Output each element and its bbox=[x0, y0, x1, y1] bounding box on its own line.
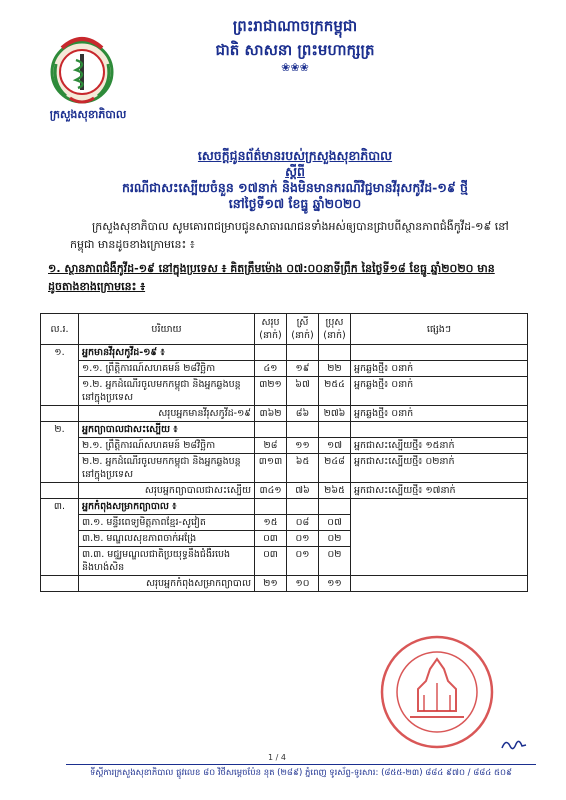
table-subtotal-row bbox=[41, 576, 528, 592]
subtotal-male: ២៦៥ bbox=[319, 483, 351, 499]
row-female: ០១ bbox=[287, 547, 319, 576]
letterhead bbox=[150, 14, 440, 74]
title-line-3: ករណីជាសះស្បើយចំនួន ១៧នាក់ និងមិនមានករណីវិជ្ជមានវីរុសកូវីដ-១៩ ថ្មី bbox=[122, 180, 468, 195]
intro-paragraph: ក្រសួងសុខាភិបាល សូមគោរពជម្រាបជូនសាធារណជនទាំងអស់ឲ្យបានជ្រាបពីស្ថានភាពជំងឺកូវីដ-១៩ នៅកម្ពុជា មានដូចខាងក្រោមនេះ ៖ bbox=[70, 220, 509, 251]
subtotal-male: ១១ bbox=[319, 576, 351, 592]
table-row bbox=[41, 361, 528, 377]
row-note: អ្នកជាសះស្បើយថ្មី៖ ១៥នាក់ bbox=[351, 438, 528, 454]
subtotal-female: ១០ bbox=[287, 576, 319, 592]
subtotal-total: ៣៤១ bbox=[255, 483, 287, 499]
col-header-no: ល.រ. bbox=[41, 314, 79, 345]
group-title: អ្នកមានវីរុសកូវីដ-១៩ ៖ bbox=[79, 345, 255, 361]
subtotal-male: ២៧៦ bbox=[319, 406, 351, 422]
row-total: ១៥ bbox=[255, 515, 287, 531]
group-number: ១. bbox=[41, 345, 79, 406]
row-description: ៣.១. មន្ទីរពេទ្យមិត្តភាពខ្មែរ-សូវៀត bbox=[79, 515, 255, 531]
table-row bbox=[41, 454, 528, 483]
subtotal-total: ២១ bbox=[255, 576, 287, 592]
row-total: ២៨ bbox=[255, 438, 287, 454]
row-female: ១៩ bbox=[287, 361, 319, 377]
document-title bbox=[60, 148, 530, 212]
table-subtotal-row bbox=[41, 406, 528, 422]
row-female: ០១ bbox=[287, 531, 319, 547]
row-total: ៤១ bbox=[255, 361, 287, 377]
page-number: 1 / 4 bbox=[268, 753, 286, 762]
row-description: ១.១. ព្រឹត្តិការណ៍សហគមន៍ ២៨វិច្ឆិកា bbox=[79, 361, 255, 377]
title-line-2: ស្តីពី bbox=[285, 164, 305, 179]
subtotal-label: សរុបអ្នកមានវីរុសកូវីដ-១៩ bbox=[79, 406, 255, 422]
row-note: អ្នកឆ្លងថ្មី៖ ០នាក់ bbox=[351, 361, 528, 377]
row-total: ៣១៣ bbox=[255, 454, 287, 483]
row-female: ៦៧ bbox=[287, 377, 319, 406]
row-male: ១៧ bbox=[319, 438, 351, 454]
covid-status-table bbox=[40, 313, 528, 592]
subtotal-note: អ្នកឆ្លងថ្មី៖ ០នាក់ bbox=[351, 406, 528, 422]
col-header-other: ផ្សេងៗ bbox=[351, 314, 528, 345]
title-line-1: សេចក្តីជូនព័ត៌មានរបស់ក្រសួងសុខាភិបាល bbox=[197, 148, 393, 163]
table-row bbox=[41, 438, 528, 454]
section-heading-1: ១. ស្ថានភាពជំងឺកូវីដ-១៩ នៅក្នុងប្រទេស ៖ គិតត្រឹមម៉ោង ០៧:០០នាទីព្រឹក នៃថ្ងៃទី១៨ ខែធ្នូ ឆ្នាំ២០២០ មានដូចតាងខាងក្រោមនេះ ៖ bbox=[48, 262, 495, 293]
table-subtotal-row bbox=[41, 483, 528, 499]
row-note: អ្នកឆ្លងថ្មី៖ ០នាក់ bbox=[351, 377, 528, 406]
row-description: ៣.៣. មជ្ឈមណ្ឌលជាតិប្រយុទ្ធនឹងជំងឺរបេង និងហង់សិន bbox=[79, 547, 255, 576]
national-motto: ជាតិ សាសនា ព្រះមហាក្សត្រ bbox=[215, 41, 375, 59]
col-header-male: ប្រុស (នាក់) bbox=[319, 314, 351, 345]
row-total: ០៣ bbox=[255, 547, 287, 576]
ministry-name: ក្រសួងសុខាភិបាល bbox=[49, 108, 127, 121]
group-number: ២. bbox=[41, 422, 79, 483]
footer-address: ទីស្តីការក្រសួងសុខាភិបាល ផ្លូវលេខ ៨០ វិថីសម្តេចប៉ែន នុត (២៨៩) ភ្នំពេញ ទូរស័ព្ទ-ទូរសារ: (៨៥៥-២៣) ៨៨៤ ៩៧០ / ៨៨៤ ៥០៩ bbox=[89, 768, 513, 778]
col-header-female: ស្រី (នាក់) bbox=[287, 314, 319, 345]
row-female: ០៨ bbox=[287, 515, 319, 531]
row-male: ២៤៨ bbox=[319, 454, 351, 483]
row-female: ១១ bbox=[287, 438, 319, 454]
ministry-logo bbox=[40, 28, 124, 112]
signature-mark bbox=[500, 736, 528, 754]
table-row bbox=[41, 345, 528, 361]
table-header-row bbox=[41, 314, 528, 345]
kingdom-name: ព្រះរាជាណាចក្រកម្ពុជា bbox=[232, 17, 358, 35]
header-ornament: ❀❀❀ bbox=[281, 61, 309, 74]
row-description: ២.២. អ្នកដំណើរចូលមកកម្ពុជា និងអ្នកឆ្លងបន្តនៅក្នុងប្រទេស bbox=[79, 454, 255, 483]
col-header-total: សរុប (នាក់) bbox=[255, 314, 287, 345]
row-male: ២២ bbox=[319, 361, 351, 377]
row-total: ៣២១ bbox=[255, 377, 287, 406]
subtotal-female: ៨៦ bbox=[287, 406, 319, 422]
footer-divider bbox=[66, 764, 536, 765]
row-description: ២.១. ព្រឹត្តិការណ៍សហគមន៍ ២៨វិច្ឆិកា bbox=[79, 438, 255, 454]
subtotal-label: សរុបអ្នកព្យាបាលជាសះស្បើយ bbox=[79, 483, 255, 499]
group-number: ៣. bbox=[41, 499, 79, 576]
table-row bbox=[41, 377, 528, 406]
subtotal-female: ៧៦ bbox=[287, 483, 319, 499]
row-female: ៦៥ bbox=[287, 454, 319, 483]
group-title: អ្នកកំពុងសម្រាកព្យាបាល ៖ bbox=[79, 499, 255, 515]
subtotal-note: អ្នកជាសះស្បើយថ្មី៖ ១៧នាក់ bbox=[351, 483, 528, 499]
row-male: ០២ bbox=[319, 547, 351, 576]
official-stamp bbox=[378, 633, 496, 751]
col-header-description: បរិយាយ bbox=[79, 314, 255, 345]
group-title: អ្នកព្យាបាលជាសះស្បើយ ៖ bbox=[79, 422, 255, 438]
row-description: ១.២. អ្នកដំណើរចូលមកកម្ពុជា និងអ្នកឆ្លងបន្តនៅក្នុងប្រទេស bbox=[79, 377, 255, 406]
row-male: ០៧ bbox=[319, 515, 351, 531]
subtotal-label: សរុបអ្នកកំពុងសម្រាកព្យាបាល bbox=[79, 576, 255, 592]
title-line-4: នៅថ្ងៃទី១៧ ខែធ្នូ ឆ្នាំ២០២០ bbox=[228, 196, 362, 211]
row-male: ២៥៤ bbox=[319, 377, 351, 406]
row-description: ៣.២. មណ្ឌលសុខភាពចាក់អង្រែ bbox=[79, 531, 255, 547]
table-row bbox=[41, 422, 528, 438]
subtotal-total: ៣៦២ bbox=[255, 406, 287, 422]
row-note: អ្នកជាសះស្បើយថ្មី៖ ០២នាក់ bbox=[351, 454, 528, 483]
row-total: ០៣ bbox=[255, 531, 287, 547]
table-row bbox=[41, 499, 528, 515]
row-male: ០២ bbox=[319, 531, 351, 547]
